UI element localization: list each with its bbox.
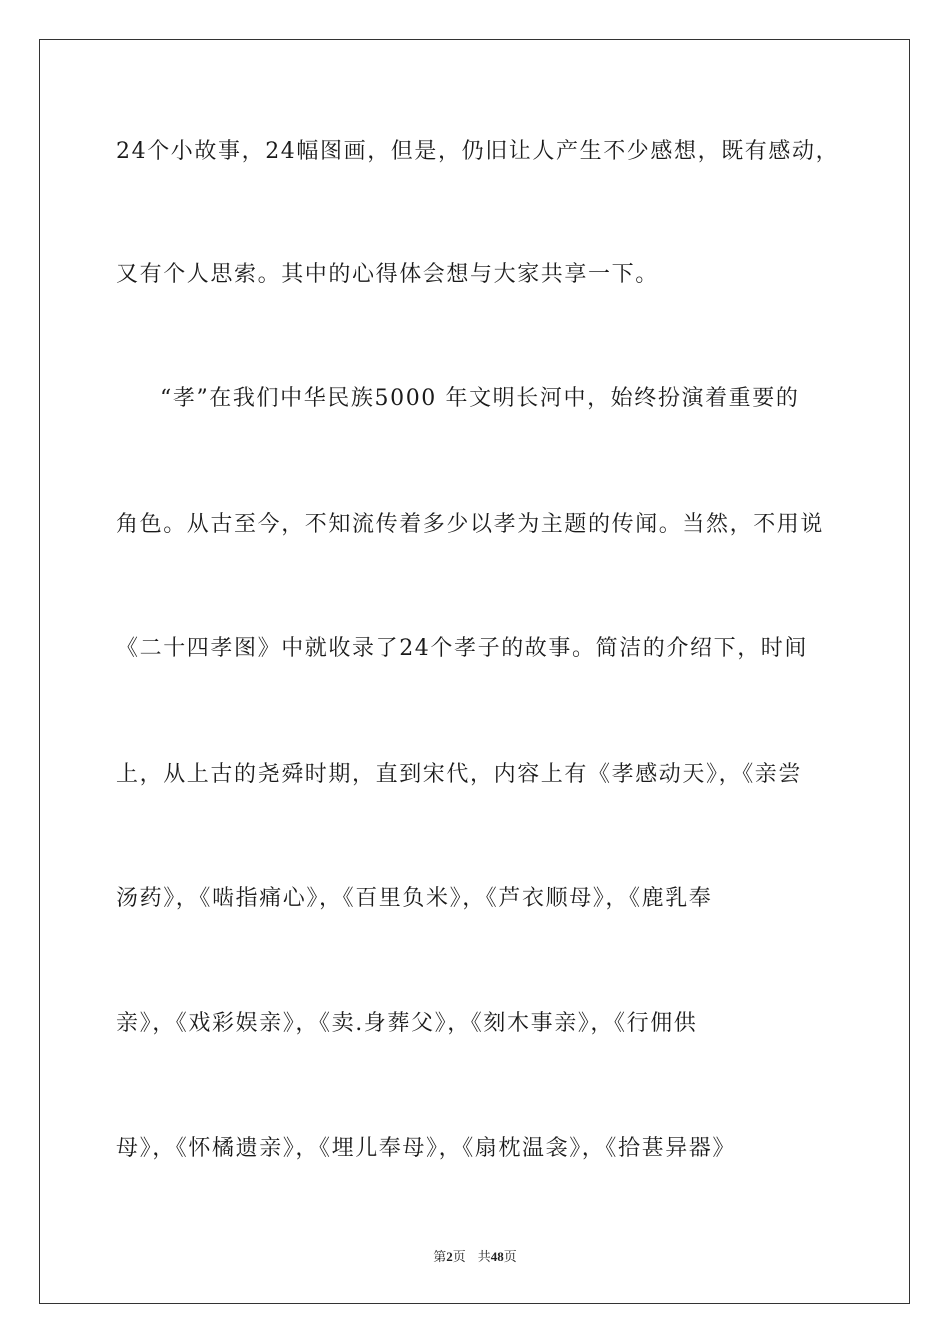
body-text-line-7: 汤药》，《啮指痛心》，《百里负米》，《芦衣顺母》，《鹿乳奉 <box>116 886 713 911</box>
body-text-line-5: 《二十四孝图》中就收录了24个孝子的故事。简洁的介绍下，时间 <box>116 636 808 661</box>
body-text-line-9: 母》，《怀橘遗亲》，《埋儿奉母》，《扇枕温衾》，《拾葚异器》 <box>116 1136 737 1161</box>
body-text-line-8: 亲》，《戏彩娱亲》，《卖.身葬父》，《刻木事亲》，《行佣供 <box>116 1011 698 1036</box>
body-text-line-2: 又有个人思索。其中的心得体会想与大家共享一下。 <box>116 262 659 287</box>
page-prefix: 第 <box>433 1249 447 1264</box>
page-border <box>39 39 910 1304</box>
total-prefix: 共 <box>477 1249 491 1264</box>
total-pages: 48 <box>490 1249 504 1264</box>
total-suffix: 页 <box>503 1249 517 1264</box>
page-footer <box>0 1248 950 1266</box>
paragraph-start-line: “孝”在我们中华民族5000 年文明长河中，始终扮演着重要的 <box>160 386 800 411</box>
body-text-line-1: 24个小故事，24幅图画，但是，仍旧让人产生不少感想，既有感动， <box>116 139 840 164</box>
body-text-line-6: 上，从上古的尧舜时期，直到宋代，内容上有《孝感动天》，《亲尝 <box>116 762 803 787</box>
page-suffix: 页 <box>452 1249 466 1264</box>
body-text-line-4: 角色。从古至今，不知流传着多少以孝为主题的传闻。当然，不用说 <box>116 512 825 537</box>
page-number: 2 <box>446 1249 453 1264</box>
